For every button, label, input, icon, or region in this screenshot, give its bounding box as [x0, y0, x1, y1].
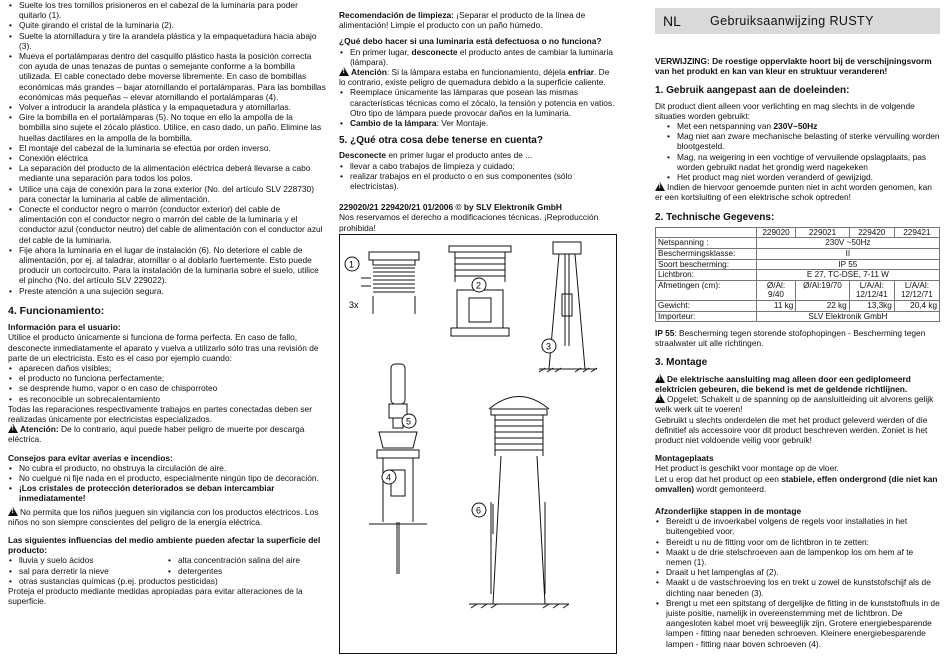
- list-item: • Mueva el portalámparas dentro del casquillo plástico hasta la posición correcta con ayuda de unas tenazas de puntas o semejante conforme a la bombilla utilizada. El cable conectado debe moverse libremente. En caso de bombillas económicas más grandes – bajar atornillando el portalámparas. Para las bombillas económicas más pequeñas – elevar atornillando el portalámparas (4).: [19, 51, 326, 102]
- step1-number: 1: [349, 259, 355, 270]
- defectuosa-list: [339, 47, 617, 67]
- list-item: • lluvia y suelo ácidos: [19, 555, 167, 565]
- montageplaats-post: wordt gemonteerd.: [694, 483, 767, 494]
- list-item: • Draait u het lampenglas af (2).: [666, 567, 940, 577]
- dim-line1: L/A/Al:: [904, 280, 929, 290]
- influencias-lists: [8, 555, 326, 575]
- spec-table: [655, 227, 940, 322]
- list-item: • Conexión eléctrica: [19, 153, 326, 163]
- sec1-warn-text: Indien de hiervoor genoemde punten niet in acht worden genomen, kan er een kortsluiting of een elektrische schok optreden!: [655, 182, 932, 203]
- table-cell: 20,4 kg: [894, 301, 939, 312]
- step4-drawing: [369, 364, 427, 574]
- list-item: • No cuelgue ni fije nada en el producto, especialmente ningún tipo de decoración.: [19, 473, 326, 483]
- gebruikt-paragraph: Gebruikt u slechts onderdelen die met het product geleverd werden of die definitief als accessoire voor dit product beschreven werden. Zoniet is het product niet voldoende veilig voor gebruik!: [655, 414, 928, 446]
- warning-triangle-icon: [655, 374, 665, 383]
- dim-line2: 12/12/71: [900, 290, 933, 300]
- table-cell: E 27, TC-DSE, 7-11 W: [756, 270, 939, 281]
- table-cell: Importeur:: [656, 311, 757, 322]
- list-item: • Brengt u met een spitstang of dergelijke de fitting in de kunststofhuls in de juiste positie, namelijk in overeenstemming met de lichtbron. De aangesloten kabel moet vrij beweeglijk zijn. Grotere energiebesparende lampen - fitting naar beneden schroeven. Kleinere energiebesparende lampen - fitting naar boven schroeven (4).: [666, 598, 940, 649]
- list-item: • Quite girando el cristal de la luminaria (2).: [19, 20, 326, 30]
- table-cell: Beschermingsklasse:: [656, 249, 757, 260]
- list-item: • realizar trabajos en el producto o en sus componentes (sólo electricistas).: [350, 171, 617, 191]
- influencias-heading: Las siguientes influencias del medio ambiente pueden afectar la superficie del producto:: [8, 534, 321, 556]
- info-heading: Información para el usuario:: [8, 322, 121, 333]
- list-item: • No cubra el producto, no obstruya la circulación de aire.: [19, 463, 326, 473]
- list-item: • Suelte la atornilladura y tire la arandela plástica y la empaquetadura hacia abajo (3).: [19, 31, 326, 51]
- table-cell: [894, 280, 939, 300]
- atencion-text: De lo contrario, aquí puede haber peligro de muerte por descarga eléctrica.: [8, 424, 305, 445]
- table-row: [656, 259, 940, 270]
- consejos-heading: Consejos para evitar averías e incendios:: [8, 452, 173, 463]
- footer-codes: 229020/21 229420/21 01/2006 © by SLV Elektronik GmbH: [339, 202, 562, 213]
- table-cell: SLV Elektronik GmbH: [756, 311, 939, 322]
- list-item: • detergentes: [178, 566, 326, 576]
- list-item: • Suelte los tres tornillos prisioneros en el cabezal de la luminaria para poder quitarlo (1).: [19, 0, 326, 20]
- column-spanish-left: [8, 0, 326, 606]
- ip55-paragraph: [655, 328, 940, 348]
- list-item: • Mag, na weigering in een vochtige of vervuilende opslagplaats, pas worden gebruikt nadat het grondig werd nagekeken: [677, 152, 940, 172]
- def-b1-post: el producto antes de cambiar la luminaria (lámpara).: [350, 46, 614, 67]
- atencion-label: Atención:: [20, 424, 59, 435]
- list-item: • Preste atención a una sujeción segura.: [19, 286, 326, 296]
- footer-reserved: Nos reservamos el derecho a modificaciones técnicas. ¡Reproducción prohibida!: [339, 212, 599, 233]
- step4-number: 4: [386, 472, 392, 483]
- table-cell: 11 kg: [756, 301, 796, 312]
- def-b1-bold: desconecte: [411, 46, 458, 57]
- opgelet-paragraph: [655, 394, 940, 414]
- list-item: • La separación del producto de la alimentación eléctrica deberá llevarse a cabo mediante una separación para todos los polos.: [19, 163, 326, 183]
- montageplaats-bold: stabiele, effen ondergrond (die niet kan omvallen): [655, 473, 938, 494]
- limpieza-paragraph: [339, 10, 617, 30]
- table-row: [656, 238, 940, 249]
- table-cell: Gewicht:: [656, 301, 757, 312]
- table-cell: 13,3kg: [849, 301, 894, 312]
- warning-triangle-icon: [8, 507, 18, 516]
- table-cell: IP 55: [756, 259, 939, 270]
- def-atencion-label: Atención: [351, 67, 387, 78]
- list-item: • ¡Los cristales de protección deteriorados se deban intercambiar inmediatamente!: [19, 483, 326, 503]
- info-paragraph: Utilice el producto únicamente si funciona de forma perfecta. En caso de fallo, desconecte inmediatamente el aparato y vuelva a utilizarlo sólo tras una revisión de parte de un electricista. Esto es el caso por ejemplo cuando:: [8, 332, 319, 363]
- list-item: • llevar a cabo trabajos de limpieza y cuidado;: [350, 161, 617, 171]
- limpieza-label: Recomendación de limpieza:: [339, 10, 454, 20]
- warning-triangle-icon: [655, 182, 665, 191]
- table-cell: Netspanning :: [656, 238, 757, 249]
- column-dutch: [655, 56, 940, 649]
- table-cell: Ø/Al:19/70: [796, 280, 849, 300]
- table-cell: 229020: [756, 227, 796, 238]
- sec5-list: [339, 161, 617, 192]
- table-cell: 229021: [796, 227, 849, 238]
- list-item: • El montaje del cabezal de la luminaria se efectúa por orden inverso.: [19, 143, 326, 153]
- sec1-b1-bold: 230V~50Hz: [773, 121, 818, 132]
- sec1-warning: [655, 182, 940, 202]
- sec1-intro: Dit product dient alleen voor verlichting en mag slechts in de volgende situaties worden gebruikt:: [655, 100, 915, 121]
- consejos-list: [8, 463, 326, 504]
- montageplaats-line2: [655, 474, 940, 494]
- def-enfriar: enfriar: [567, 67, 595, 78]
- section-heading-montage: 3. Montage: [655, 356, 708, 368]
- def-b3-bold: Cambio de la lámpara: [350, 118, 437, 129]
- table-row: [656, 311, 940, 322]
- afzonderlijke-heading: Afzonderlijke stappen in de montage: [655, 506, 802, 517]
- table-cell: 229420: [849, 227, 894, 238]
- table-cell: Lichtbron:: [656, 270, 757, 281]
- step2-number: 2: [476, 280, 482, 291]
- step6-number: 6: [476, 505, 482, 516]
- dim-line2: 9/40: [768, 290, 784, 300]
- table-cell: [849, 280, 894, 300]
- sec5-pre: Desconecte: [339, 150, 387, 161]
- montage-warn-text: De elektrische aansluiting mag alleen door een gediplomeerd elektricien gebeuren, die bekend is met de geldende richtlijnen.: [655, 373, 911, 394]
- list-item: • Bereidt u de invoerkabel volgens de regels voor installaties in het buitengebied voor.: [666, 516, 940, 536]
- column-spanish-middle: [339, 10, 617, 233]
- verwijzing-note: VERWIJZING: De roestige oppervlakte hoort bij de verschijningsvorm van het produkt en kan van kleur en struktuur veranderen!: [655, 56, 932, 77]
- list-item: • Conecte el conductor negro o marrón (conductor exterior) del cable de alimentación con el conductor negro o marrón del cable de la luminaria y el conductor azul (conductor neutro) del cable de alimentación con el conductor azul del cable de la luminaria.: [19, 204, 326, 245]
- warning-triangle-icon: [655, 394, 665, 403]
- dim-line1: L/A/Al:: [859, 280, 884, 290]
- ninos-text: No permita que los niños jueguen sin vigilancia con los productos eléctricos. Los niños no son siempre conscientes del peligro de la energía eléctrica.: [8, 506, 319, 527]
- section-heading-gebruik: 1. Gebruik aangepast aan de doeleinden:: [655, 85, 850, 97]
- montageplaats-line1: Het product is geschikt voor montage op de vloer.: [655, 463, 839, 474]
- info-list: [8, 363, 326, 404]
- list-item: • Het product mag niet worden veranderd of gewijzigd.: [677, 172, 940, 182]
- mounting-steps-list: [8, 0, 326, 296]
- def-b1-pre: En primer lugar,: [350, 46, 412, 57]
- def-b3-post: : Ver Montaje.: [436, 118, 489, 129]
- montageplaats-heading: Montageplaats: [655, 453, 714, 464]
- table-cell: 230V ~50Hz: [756, 238, 939, 249]
- influencias-right-list: [167, 555, 326, 575]
- afzonderlijke-list: [655, 516, 940, 649]
- screw-count-label: 3x: [349, 300, 359, 310]
- list-item: • Mag niet aan zware mechanische belasting of sterke vervuiling worden blootgesteld.: [677, 131, 940, 151]
- table-cell: 22 kg: [796, 301, 849, 312]
- influencias-full-list: [8, 576, 326, 586]
- section-heading-technische: 2. Technische Gegevens:: [655, 211, 775, 223]
- list-item: • Reemplace únicamente las lámparas que posean las mismas características técnicas como el zócalo, la tensión y potencia en vatios. Otro tipo de lámpara puede provocar daños en la luminaria.: [350, 87, 617, 118]
- list-item: • Utilice una caja de conexión para la zona exterior (No. del artículo SLV 228730) para conectar la luminaria al cable de alimentación.: [19, 184, 326, 204]
- def-atencion-rest: . De lo contrario, existe peligro de quemadura debido a la superficie caliente.: [339, 67, 610, 88]
- step6-drawing: [469, 397, 569, 609]
- atencion-paragraph: [8, 424, 326, 444]
- table-cell: [756, 280, 796, 300]
- montageplaats-pre: Let u erop dat het product op een: [655, 473, 782, 484]
- ip55-text: : Bescherming tegen storende stofophopingen - Bescherming tegen straalwater uit alle richtingen.: [655, 328, 926, 349]
- assembly-diagram: [339, 234, 617, 654]
- influencias-left-list: [8, 555, 167, 575]
- sec5-paragraph: [339, 150, 617, 160]
- ninos-paragraph: [8, 507, 326, 527]
- language-code: NL: [663, 13, 681, 29]
- table-cell: II: [756, 249, 939, 260]
- defectuosa-list-2: [339, 87, 617, 128]
- list-item: • Gire la bombilla en el portalámparas (5). No toque en ello la ampolla de la bombilla sino sujete el zócalo plástico. Utilice, en caso dado, un paño. Elimine las huellas dactilares en la ampolla de la bombilla.: [19, 112, 326, 143]
- table-cell: Afmetingen (cm):: [656, 280, 757, 300]
- table-row: [656, 301, 940, 312]
- list-item: • Volver a introducir la arandela plástica y la empaquetadura y atornillarlas.: [19, 102, 326, 112]
- table-cell: [656, 227, 757, 238]
- table-row: [656, 227, 940, 238]
- def-atencion-text: : Si la lámpara estaba en funcionamiento, déjela: [386, 67, 568, 78]
- dim-line2: 12/12/41: [855, 290, 888, 300]
- list-item: [350, 47, 617, 67]
- list-item: • Maakt u de vastschroeving los en trekt u zowel de kunststofschijf als de dichting naar beneden (3).: [666, 577, 940, 597]
- table-cell: Soort bescherming:: [656, 259, 757, 270]
- table-row: [656, 280, 940, 300]
- ip55-label: IP 55: [655, 328, 675, 339]
- table-cell: 229421: [894, 227, 939, 238]
- list-item: • el producto no funciona perfectamente;: [19, 373, 326, 383]
- warning-triangle-icon: [339, 67, 349, 76]
- list-item: • otras sustancias químicas (p.ej. productos pesticidas): [19, 576, 326, 586]
- table-row: [656, 270, 940, 281]
- assembly-figure: [339, 234, 617, 654]
- list-item: • aparecen daños visibles;: [19, 363, 326, 373]
- step3-number: 3: [546, 341, 552, 352]
- list-item: • Bereidt u nu de fitting voor om de lichtbron in te zetten:: [666, 537, 940, 547]
- list-item: [350, 118, 617, 128]
- nl-header-bar: [655, 8, 940, 34]
- section-heading-otra-cosa: 5. ¿Qué otra cosa debe tenerse en cuenta?: [339, 135, 543, 147]
- sec1-list: [655, 121, 940, 182]
- sec5-post: en primer lugar el producto antes de ...: [386, 150, 533, 161]
- warning-triangle-icon: [8, 424, 18, 433]
- list-item: [677, 121, 940, 131]
- step1-drawing: [361, 252, 419, 314]
- repair-paragraph: Todas las reparaciones respectivamente trabajos en partes conectadas deben ser realizadas únicamente por electricistas especializados.: [8, 403, 313, 424]
- opgelet-text: Opgelet: Schakelt u de spanning op de aansluitleiding uit alvorens gelijk welk werk uit te voeren!: [655, 394, 934, 415]
- def-atencion-paragraph: [339, 67, 617, 87]
- limpieza-text: ¡Separar el producto de la línea de alimentación! Limpie el producto con un paño húmedo.: [339, 10, 586, 31]
- proteja-paragraph: Proteja el producto mediante medidas apropiadas para evitar alteraciones de la superficie.: [8, 585, 303, 607]
- list-item: • alta concentración salina del aire: [178, 555, 326, 565]
- table-row: [656, 249, 940, 260]
- list-item: • es reconocible un sobrecalentamiento: [19, 394, 326, 404]
- list-item: • sal para derretir la nieve: [19, 566, 167, 576]
- dim-line1: Ø/Al:: [766, 280, 786, 290]
- sec1-b1-pre: Met een netspanning van: [677, 121, 774, 132]
- list-item: • se desprende humo, vapor o en caso de chisporroteo: [19, 383, 326, 393]
- manual-title: Gebruiksaanwijzing RUSTY: [710, 14, 874, 28]
- defectuosa-heading: ¿Qué debo hacer si una luminaria está defectuosa o no funciona?: [339, 36, 602, 47]
- step5-number: 5: [406, 416, 412, 427]
- list-item: • Fije ahora la luminaria en el lugar de instalación (6). No deteriore el cable de alimentación, por ej. al taladrar, atornillar o al doblarlo fuertemente. Esto puede producir un cortocircuito. Para la instalación de la luminaria sobre el suelo, utilice el pincho (No. del artículo SLV 229022).: [19, 245, 326, 286]
- montage-warning: [655, 374, 940, 394]
- list-item: • Maakt u de drie stelschroeven aan de lampenkop los om hem af te nemen (1).: [666, 547, 940, 567]
- section-heading-funcionamiento: 4. Funcionamiento:: [8, 304, 105, 317]
